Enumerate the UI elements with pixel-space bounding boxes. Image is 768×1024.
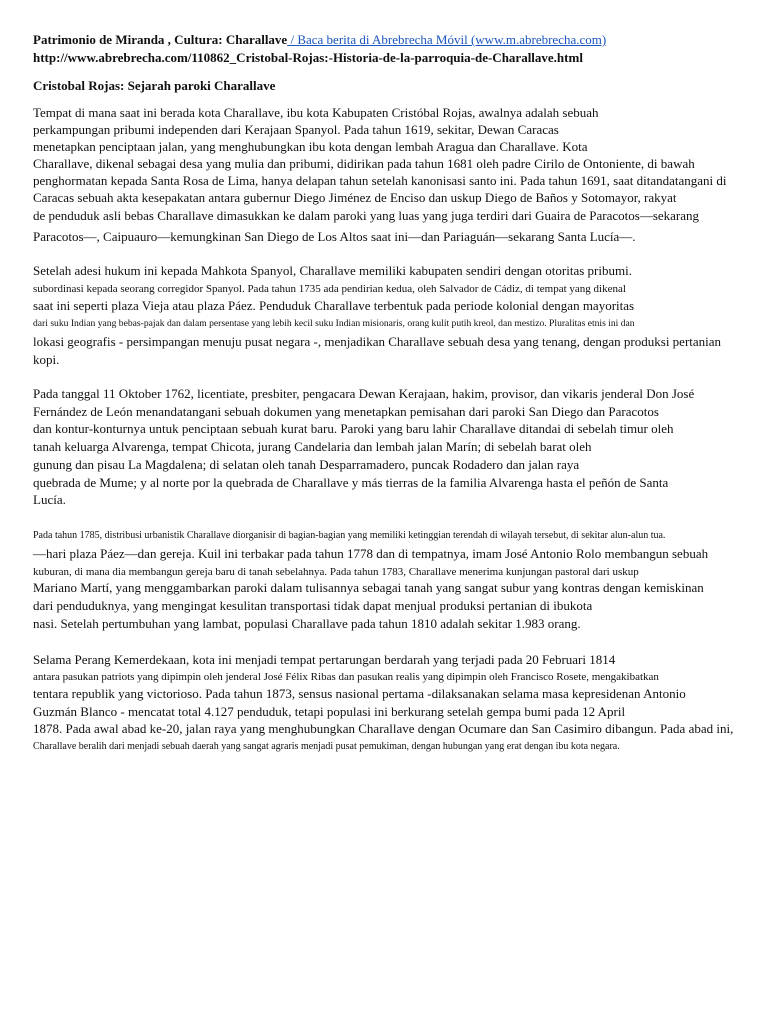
article-title: Cristobal Rojas: Sejarah paroki Charallave (33, 78, 276, 93)
text-line: nasi. Setelah pertumbuhan yang lambat, populasi Charallave pada tahun 1810 adalah sekitar 1.983 orang. (33, 616, 581, 631)
text-line: lokasi geografis - persimpangan menuju pusat negara -, menjadikan Charallave sebuah desa yang tenang, dengan produksi pertanian (33, 334, 722, 349)
text-line: Caracas sebuah akta kesepakatan antara gubernur Diego Jiménez de Enciso dan uskup Diego de Baños y Sotomayor, rakyat (33, 190, 677, 205)
text-line: Pada tahun 1785, distribusi urbanistik Charallave diorganisir di bagian-bagian yang memiliki ketinggian terendah di wilayah tersebut, di sekitar alun-alun tua. (33, 530, 666, 541)
text-line: Tempat di mana saat ini berada kota Charallave, ibu kota Kabupaten Cristóbal Rojas, awalnya adalah sebuah (33, 105, 599, 120)
text-line: kopi. (33, 352, 60, 367)
text-line: kuburan, di mana dia membangun gereja baru di tanah sebelahnya. Pada tahun 1783, Charallave menerima kunjungan pastoral dari uskup (33, 566, 639, 578)
text-line: Charallave, dikenal sebagai desa yang mulia dan pribumi, didirikan pada tahun 1681 oleh padre Cirilo de Ontoniente, di bawah (33, 156, 695, 171)
text-line: menetapkan penciptaan jalan, yang menghubungkan ibu kota dengan lembah Aragua dan Charallave. Kota (33, 139, 588, 154)
source-line (33, 32, 606, 48)
text-line: Mariano Martí, yang menggambarkan paroki dalam tulisannya sebagai tanah yang sangat subur yang kontras dengan kemiskinan (33, 580, 704, 595)
text-line: Setelah adesi hukum ini kepada Mahkota Spanyol, Charallave memiliki kabupaten sendiri dengan otoritas pribumi. (33, 263, 632, 278)
text-line: Guzmán Blanco - mencatat total 4.127 penduduk, tetapi populasi ini berkurang setelah gempa bumi pada 12 April (33, 704, 626, 719)
source-prefix: Patrimonio de Miranda , Cultura: Charallave (33, 32, 288, 47)
text-line: quebrada de Mume; y al norte por la quebrada de Charallave y más tierras de la familia Alvarenga hasta el peñón de Santa (33, 475, 669, 490)
text-line: Paracotos—, Caipuauro—kemungkinan San Diego de Los Altos saat ini—dan Pariaguán—sekarang Santa Lucía—. (33, 229, 636, 244)
text-line: gunung dan pisau La Magdalena; di selatan oleh tanah Desparramadero, puncak Rodadero dan jalan raya (33, 457, 580, 472)
text-line: —hari plaza Páez—dan gereja. Kuil ini terbakar pada tahun 1778 dan di tempatnya, imam José Antonio Rolo membangun sebuah (33, 546, 709, 561)
text-line: Charallave beralih dari menjadi sebuah daerah yang sangat agraris menjadi pusat pemukiman, dengan hubungan yang erat dengan ibu kota negara. (33, 741, 620, 752)
text-line: perkampungan pribumi independen dari Kerajaan Spanyol. Pada tahun 1619, sekitar, Dewan Caracas (33, 122, 559, 137)
text-line: tentara republik yang victorioso. Pada tahun 1873, sensus nasional pertama -dilaksanakan selama masa kepresidenan Antonio (33, 686, 686, 701)
text-line: Selama Perang Kemerdekaan, kota ini menjadi tempat pertarungan berdarah yang terjadi pada 20 Februari 1814 (33, 652, 616, 667)
text-line: de penduduk asli bebas Charallave dimasukkan ke dalam paroki yang luas yang juga terdiri dari Guaira de Paracotos—sekarang (33, 208, 700, 223)
source-link[interactable]: / Baca berita di Abrebrecha Móvil (www.m.abrebrecha.com) (287, 32, 607, 47)
text-line: antara pasukan patriots yang dipimpin oleh jenderal José Félix Ribas dan pasukan realis yang dipimpin oleh Francisco Rosete, mengakibatkan (33, 671, 659, 683)
article-url: http://www.abrebrecha.com/110862_Cristobal-Rojas:-Historia-de-la-parroquia-de-Charallave.html (33, 50, 583, 65)
text-line: dari penduduknya, yang mengingat kesulitan transportasi tidak dapat menjual produksi pertanian di ibukota (33, 598, 593, 613)
text-line: dan kontur-konturnya untuk penciptaan sebuah kurat baru. Paroki yang baru lahir Charallave ditandai di sebelah timur oleh (33, 421, 674, 436)
text-line: Fernández de León menandatangani sebuah dokumen yang menetapkan pemisahan dari paroki San Diego dan Paracotos (33, 404, 659, 419)
text-line: Pada tanggal 11 Oktober 1762, licentiate, presbiter, pengacara Dewan Kerajaan, hakim, provisor, dan vikaris jenderal Don José (33, 386, 695, 401)
text-line: penghormatan kepada Santa Rosa de Lima, hanya delapan tahun setelah kanonisasi santo ini. Pada tahun 1691, saat ditandatangani di (33, 173, 727, 188)
text-line: dari suku Indian yang bebas-pajak dan dalam persentase yang lebih kecil suku Indian misionaris, orang kulit putih kreol, dan mestizo. Pluralitas etnis ini dan (33, 318, 635, 329)
text-line: tanah keluarga Alvarenga, tempat Chicota, jurang Candelaria dan lembah jalan Marín; di sebelah barat oleh (33, 439, 592, 454)
text-line: saat ini seperti plaza Vieja atau plaza Páez. Penduduk Charallave terbentuk pada periode kolonial dengan mayoritas (33, 298, 635, 313)
text-line: 1878. Pada awal abad ke-20, jalan raya yang menghubungkan Charallave dengan Ocumare dan San Casimiro dibangun. Pada abad ini, (33, 721, 734, 736)
text-line: subordinasi kepada seorang corregidor Spanyol. Pada tahun 1735 ada pendirian kedua, oleh Salvador de Cádiz, di tempat yang dikenal (33, 283, 626, 295)
text-line: Lucía. (33, 492, 66, 507)
